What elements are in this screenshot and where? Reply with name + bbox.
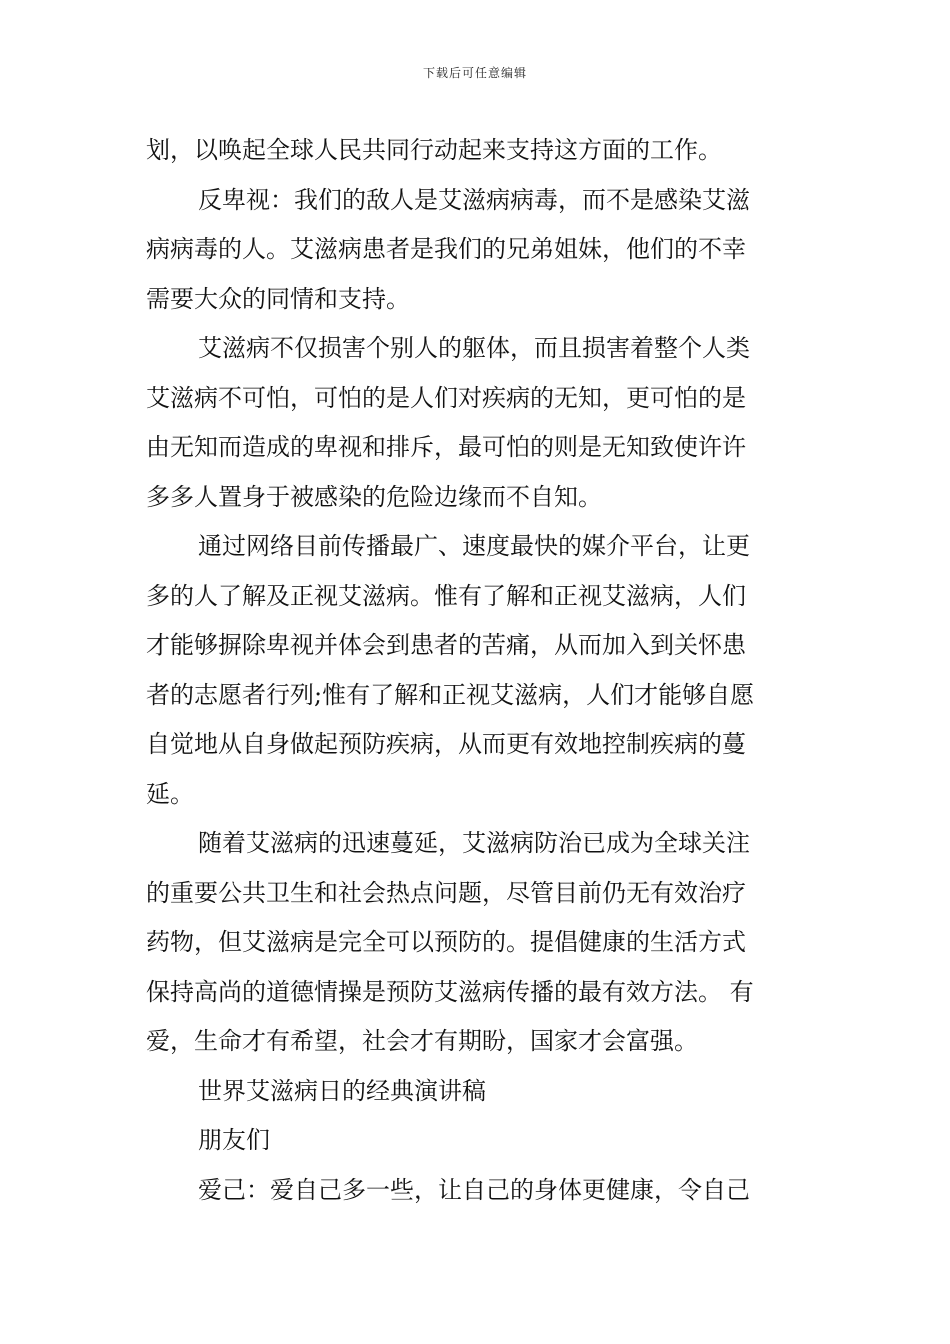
text-line-1: 划，以唤起全球人民共同行动起来支持这方面的工作。 <box>146 136 722 164</box>
text-line-20: 世界艾滋病日的经典演讲稿 <box>198 1076 486 1105</box>
text-line-2: 反卑视：我们的敌人是艾滋病病毒，而不是感染艾滋 <box>198 185 750 214</box>
text-line-12: 者的志愿者行列;惟有了解和正视艾滋病，人们才能够自愿 <box>146 680 755 709</box>
text-line-15: 随着艾滋病的迅速蔓延，艾滋病防治已成为全球关注 <box>198 829 750 857</box>
text-line-13: 自觉地从自身做起预防疾病，从而更有效地控制疾病的蔓 <box>146 730 746 758</box>
text-line-3: 病病毒的人。艾滋病患者是我们的兄弟姐妹，他们的不幸 <box>146 235 746 263</box>
text-line-11: 才能够摒除卑视并体会到患者的苦痛，从而加入到关怀患 <box>146 631 746 659</box>
text-line-17: 药物，但艾滋病是完全可以预防的。提倡健康的生活方式 <box>146 928 746 956</box>
text-line-4: 需要大众的同情和支持。 <box>146 284 410 313</box>
page-header-note: 下载后可任意编辑 <box>422 66 527 80</box>
text-line-18: 保持高尚的道德情操是预防艾滋病传播的最有效方法。 有 <box>146 977 754 1006</box>
text-line-21: 朋友们 <box>198 1126 270 1154</box>
text-line-22: 爱己：爱自己多一些，让自己的身体更健康，令自己 <box>198 1175 750 1204</box>
text-line-6: 艾滋病不可怕，可怕的是人们对疾病的无知，更可怕的是 <box>146 383 746 412</box>
text-line-16: 的重要公共卫生和社会热点问题，尽管目前仍无有效治疗 <box>146 878 746 907</box>
text-line-14: 延。 <box>146 779 194 808</box>
text-line-10: 多的人了解及正视艾滋病。惟有了解和正视艾滋病，人们 <box>146 581 746 610</box>
text-line-19: 爱，生命才有希望，社会才有期盼，国家才会富强。 <box>146 1027 698 1055</box>
document-body <box>146 126 806 1215</box>
text-line-8: 多多人置身于被感染的危险边缘而不自知。 <box>146 482 602 511</box>
text-line-5: 艾滋病不仅损害个别人的躯体，而且损害着整个人类 <box>198 334 750 362</box>
text-line-7: 由无知而造成的卑视和排斥，最可怕的则是无知致使许许 <box>146 433 746 461</box>
text-line-9: 通过网络目前传播最广、速度最快的媒介平台，让更 <box>198 532 750 560</box>
